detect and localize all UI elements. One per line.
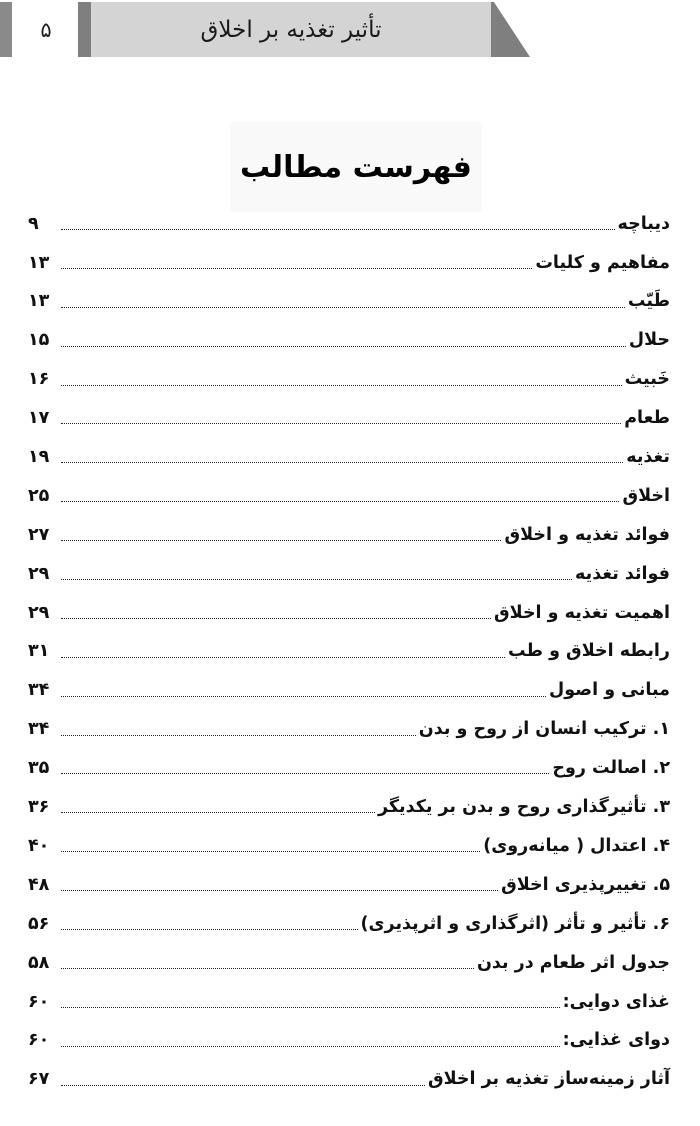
toc-entry-title: ۳. تأثیرگذاری روح و بدن بر یکدیگر — [377, 797, 670, 818]
toc-entry-page: ۶۷ — [28, 1069, 50, 1090]
toc-entry-page: ۱۳ — [28, 252, 50, 273]
toc-entry[interactable] — [28, 983, 670, 1022]
toc-entry[interactable] — [28, 1061, 670, 1100]
toc-leader-dots — [61, 1085, 425, 1086]
toc-leader-dots — [61, 462, 623, 463]
toc-entry-page: ۲۷ — [28, 524, 50, 545]
toc-entry-page: ۳۴ — [28, 680, 50, 701]
toc-entry-title: آثار زمینه‌ساز تغذیه بر اخلاق — [428, 1069, 670, 1090]
toc-entry[interactable] — [28, 788, 670, 827]
toc-entry-title: طَیّب — [627, 291, 670, 312]
toc-entry-page: ۶۰ — [28, 1030, 50, 1051]
toc-entry[interactable] — [28, 633, 670, 672]
toc-entry-page: ۳۴ — [28, 719, 50, 740]
page-title: فهرست مطالب — [240, 149, 472, 185]
toc-entry[interactable] — [28, 438, 670, 477]
toc-leader-dots — [61, 268, 532, 269]
toc-entry-title: رابطه اخلاق و طب — [507, 641, 670, 662]
toc-entry-title: اخلاق — [622, 485, 670, 506]
toc-leader-dots — [61, 579, 572, 580]
toc-entry-page: ۹ — [28, 213, 39, 234]
toc-entry-page: ۵۸ — [28, 952, 50, 973]
toc-entry[interactable] — [28, 827, 670, 866]
toc-entry[interactable] — [28, 555, 670, 594]
toc-leader-dots — [61, 890, 498, 891]
toc-entry-page: ۲۵ — [28, 485, 50, 506]
heading-box — [230, 122, 482, 212]
toc-entry-page: ۲۹ — [28, 602, 50, 623]
toc-entry[interactable] — [28, 1022, 670, 1061]
toc-entry-page: ۱۷ — [28, 408, 50, 429]
toc-entry-title: دیباچه — [617, 213, 670, 234]
toc-entry[interactable] — [28, 477, 670, 516]
toc-entry-page: ۱۹ — [28, 447, 50, 468]
toc-entry[interactable] — [28, 361, 670, 400]
toc-entry-title: غذای دوایی: — [562, 991, 670, 1012]
toc-entry[interactable] — [28, 283, 670, 322]
toc-entry-page: ۱۵ — [28, 330, 50, 351]
toc-leader-dots — [61, 696, 546, 697]
toc-entry[interactable] — [28, 516, 670, 555]
toc-leader-dots — [61, 657, 505, 658]
toc-leader-dots — [61, 501, 619, 502]
toc-entry[interactable] — [28, 749, 670, 788]
toc-leader-dots — [61, 540, 501, 541]
toc-entry-title: ۱. ترکیب انسان از روح و بدن — [418, 719, 670, 740]
toc-entry[interactable] — [28, 866, 670, 905]
toc-entry-title: مبانی و اصول — [549, 680, 670, 701]
toc-leader-dots — [61, 968, 474, 969]
toc-entry-page: ۳۶ — [28, 797, 50, 818]
toc-entry-title: فوائد تغذیه و اخلاق — [504, 524, 670, 545]
toc-leader-dots — [61, 735, 416, 736]
toc-leader-dots — [61, 423, 621, 424]
toc-leader-dots — [61, 307, 625, 308]
toc-entry[interactable] — [28, 905, 670, 944]
toc-leader-dots — [61, 812, 375, 813]
toc-entry-title: ۵. تغییرپذیری اخلاق — [501, 874, 670, 895]
toc-entry-page: ۶۰ — [28, 991, 50, 1012]
page-number: ۵ — [14, 2, 78, 57]
table-of-contents — [28, 205, 670, 1099]
toc-entry-title: اهمیت تغذیه و اخلاق — [494, 602, 670, 623]
toc-entry-title: فوائد تغذیه — [575, 563, 670, 584]
toc-leader-dots — [61, 618, 491, 619]
toc-leader-dots — [61, 229, 615, 230]
toc-entry-title: ۶. تأثیر و تأثر (اثرگذاری و اثرپذیری) — [360, 913, 670, 934]
toc-entry-page: ۳۵ — [28, 758, 50, 779]
toc-leader-dots — [61, 929, 358, 930]
toc-entry-page: ۳۱ — [28, 641, 50, 662]
book-title: تأثیر تغذیه بر اخلاق — [91, 2, 491, 57]
toc-entry[interactable] — [28, 244, 670, 283]
toc-entry[interactable] — [28, 205, 670, 244]
toc-entry-title: خَبیث — [624, 369, 670, 390]
toc-entry-title: حلال — [628, 330, 670, 351]
toc-entry[interactable] — [28, 711, 670, 750]
toc-leader-dots — [61, 773, 549, 774]
toc-entry-page: ۱۳ — [28, 291, 50, 312]
toc-entry-title: جدول اثر طعام در بدن — [476, 952, 670, 973]
toc-entry-title: ۴. اعتدال ( میانه‌روی) — [483, 835, 670, 856]
toc-leader-dots — [61, 1007, 560, 1008]
toc-leader-dots — [61, 346, 626, 347]
toc-entry-page: ۲۹ — [28, 563, 50, 584]
toc-entry-title: دوای غذایی: — [562, 1030, 670, 1051]
toc-entry-page: ۱۶ — [28, 369, 50, 390]
toc-entry-title: مفاهیم و کلیات — [535, 252, 670, 273]
toc-leader-dots — [61, 1046, 560, 1047]
toc-entry[interactable] — [28, 594, 670, 633]
toc-entry[interactable] — [28, 944, 670, 983]
toc-entry-page: ۴۸ — [28, 874, 50, 895]
running-header — [0, 0, 700, 62]
toc-entry-title: ۲. اصالت روح — [552, 758, 670, 779]
toc-entry[interactable] — [28, 322, 670, 361]
toc-entry-title: طعام — [624, 408, 670, 429]
toc-entry[interactable] — [28, 672, 670, 711]
toc-entry-title: تغذیه — [626, 447, 670, 468]
toc-entry-page: ۴۰ — [28, 835, 50, 856]
header-edge-tab — [0, 2, 12, 57]
toc-leader-dots — [61, 851, 480, 852]
toc-entry-page: ۵۶ — [28, 913, 50, 934]
toc-entry[interactable] — [28, 399, 670, 438]
toc-leader-dots — [61, 385, 622, 386]
